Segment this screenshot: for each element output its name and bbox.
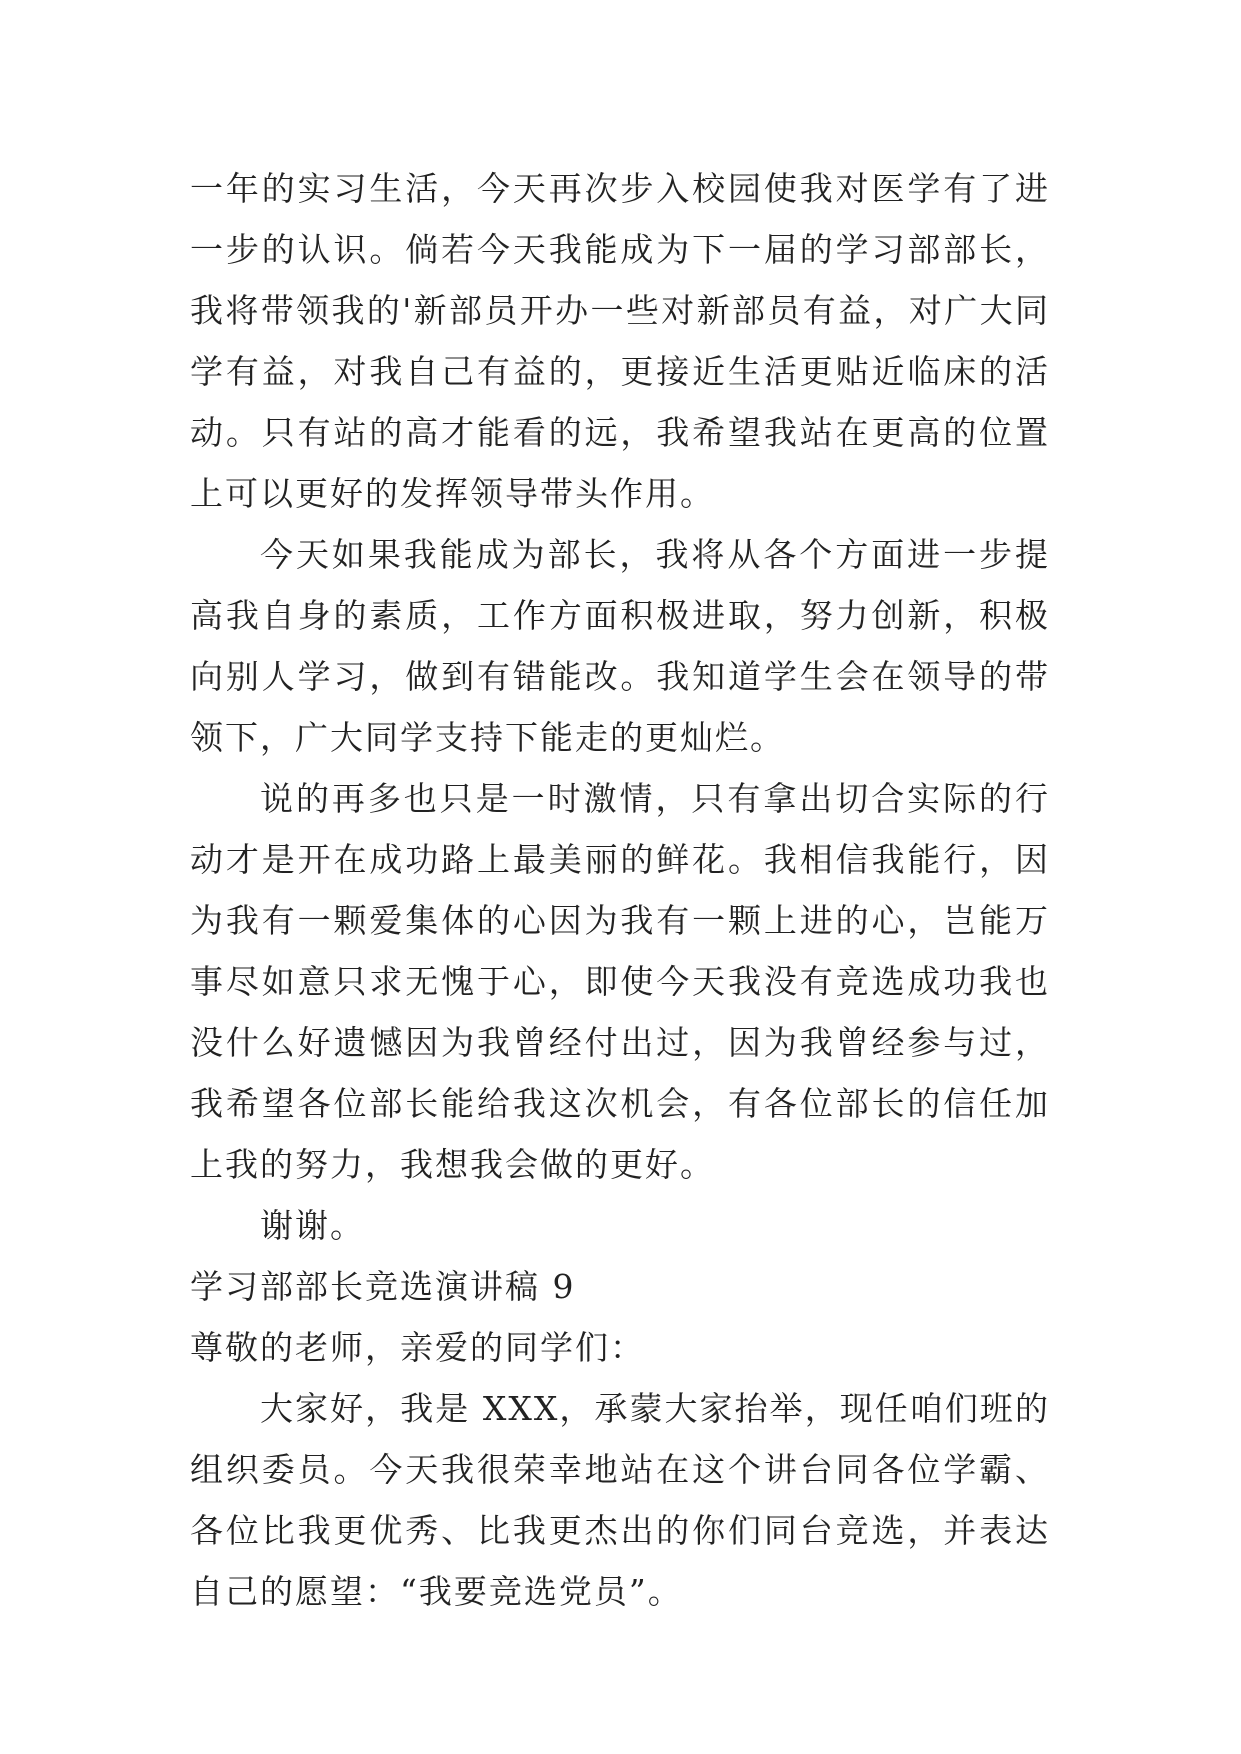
document-body — [190, 158, 1050, 1622]
paragraph-thanks: 谢谢。 — [260, 1206, 365, 1245]
paragraph-action: 说的再多也只是一时激情，只有拿出切合实际的行动才是开在成功路上最美丽的鲜花。我相信我能行，因为我有一颗爱集体的心因为我有一颗上进的心，岂能万事尽如意只求无愧于心，即使今天我没有竞选成功我也没什么好遗憾因为我曾经付出过，因为我曾经参与过，我希望各位部长能给我这次机会，有各位部长的信任加上我的努力，我想我会做的更好。 — [190, 779, 1050, 1184]
section-title: 学习部部长竞选演讲稿 9 — [190, 1267, 576, 1306]
salutation: 尊敬的老师，亲爱的同学们： — [190, 1328, 645, 1367]
paragraph-self-improvement: 今天如果我能成为部长，我将从各个方面进一步提高我自身的素质，工作方面积极进取，努力创新，积极向别人学习，做到有错能改。我知道学生会在领导的带领下，广大同学支持下能走的更灿烂。 — [190, 535, 1050, 757]
paragraph-continuation: 一年的实习生活，今天再次步入校园使我对医学有了进一步的认识。倘若今天我能成为下一届的学习部部长，我将带领我的'新部员开办一些对新部员有益，对广大同学有益，对我自己有益的，更接近生活更贴近临床的活动。只有站的高才能看的远，我希望我站在更高的位置上可以更好的发挥领导带头作用。 — [190, 169, 1050, 513]
paragraph-intro: 大家好，我是 XXX，承蒙大家抬举，现任咱们班的组织委员。今天我很荣幸地站在这个讲台同各位学霸、各位比我更优秀、比我更杰出的你们同台竞选，并表达自己的愿望：“我要竞选党员”。 — [190, 1389, 1050, 1611]
